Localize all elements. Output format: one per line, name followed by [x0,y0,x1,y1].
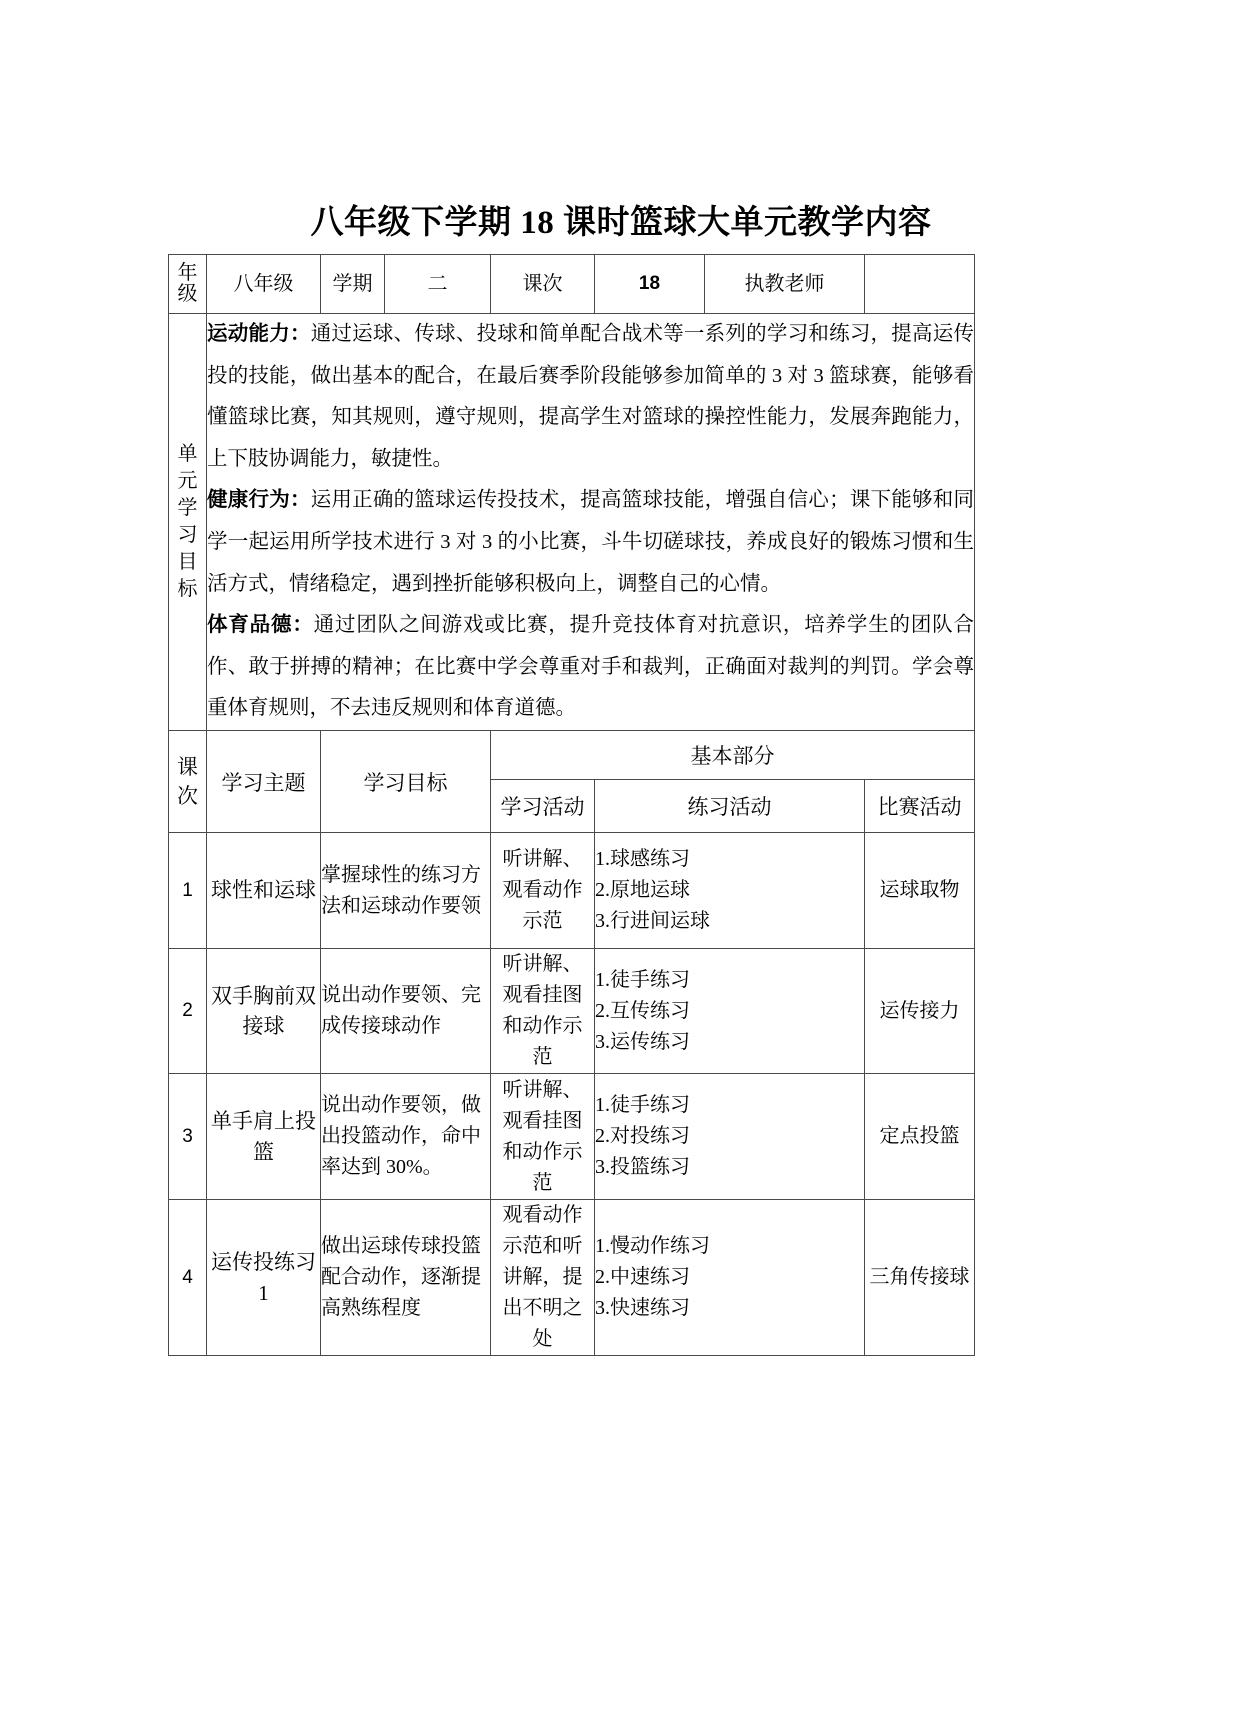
term-label: 学期 [321,255,385,314]
header-goal: 学习目标 [321,731,491,833]
activity-line: 1.徒手练习 [595,1094,690,1117]
goal-text: 通过团队之间游戏或比赛，提升竞技体育对抗意识，培养学生的团队合作、敢于拼搏的精神；在比赛中学会尊重对手和裁判，正确面对裁判的判罚。学会尊重体育规则，不去违反规则和体育道德。 [207,614,975,720]
row-topic: 双手胸前双接球 [207,949,321,1074]
row-session: 1 [169,833,207,949]
header-session-char: 课 [177,755,198,780]
row-learning-activity [491,1074,595,1200]
goal-heading: 运动能力： [207,323,311,345]
activity-line: 处 [532,1328,553,1351]
unit-goals-label-char: 习 [177,524,198,547]
row-practice-activity [595,1074,865,1200]
activity-line: 和动作示 [502,1140,583,1163]
table-row [169,1074,975,1200]
term-value: 二 [385,255,491,314]
header-session-char: 次 [177,783,198,808]
activity-line: 2.中速练习 [595,1266,690,1289]
header-practice-activity: 练习活动 [595,780,865,833]
goal-text: 通过运球、传球、投球和简单配合战术等一系列的学习和练习，提高运传投的技能，做出基本的配合，在最后赛季阶段能够参加简单的 3 对 3 篮球赛，能够看懂篮球比赛，知其规则，遵守规则，提高学生对篮球的操控性能力，发展奔跑能力，上下肢协调能力，敏捷性。 [207,323,975,470]
activity-line: 出不明之 [502,1297,583,1320]
unit-goals-label-char: 标 [177,578,198,601]
row-practice-activity [595,1200,865,1356]
table-row [169,1200,975,1356]
activity-line: 听讲解、 [502,953,583,976]
row-learning-activity [491,833,595,949]
header-learning-activity: 学习活动 [491,780,595,833]
row-topic: 球性和运球 [207,833,321,949]
activity-line: 2.原地运球 [595,879,690,902]
row-session: 4 [169,1200,207,1356]
activity-line: 3.运传练习 [595,1030,690,1053]
row-session: 3 [169,1074,207,1200]
lesson-plan-table-container [168,254,974,1356]
row-practice-activity [595,949,865,1074]
activity-line: 范 [532,1171,553,1194]
row-match-activity: 运传接力 [865,949,975,1074]
row-goal: 说出动作要领、完成传接球动作 [321,949,491,1074]
goal-paragraph-sportsmanship [207,605,974,730]
activity-line: 3.快速练习 [595,1297,690,1320]
unit-goals-row [169,314,975,731]
activity-line: 2.互传练习 [595,999,690,1022]
session-label: 课次 [491,255,595,314]
row-learning-activity [491,949,595,1074]
activity-line: 讲解，提 [502,1266,583,1289]
grade-value: 八年级 [207,255,321,314]
goal-heading: 体育品德： [207,614,314,637]
activity-line: 听讲解、 [502,848,583,871]
row-match-activity: 定点投篮 [865,1074,975,1200]
activity-line: 1.慢动作练习 [595,1235,710,1258]
activity-line: 听讲解、 [502,1078,583,1101]
unit-goals-label-char: 单 [177,443,198,466]
session-value: 18 [595,255,705,314]
row-match-activity: 三角传接球 [865,1200,975,1356]
header-match-activity: 比赛活动 [865,780,975,833]
unit-goals-body [207,314,975,731]
row-practice-activity [595,833,865,949]
grade-label: 年级 [169,255,207,314]
goal-paragraph-sports-ability [207,314,974,480]
header-topic: 学习主题 [207,731,321,833]
activity-line: 观看挂图 [502,984,583,1007]
row-topic: 运传投练习 1 [207,1200,321,1356]
table-row [169,833,975,949]
activity-line: 和动作示 [502,1015,583,1038]
goal-text: 运用正确的篮球运传投技术，提高篮球技能，增强自信心；课下能够和同学一起运用所学技术进行 3 对 3 的小比赛，斗牛切磋球技，养成良好的锻炼习惯和生活方式，情绪稳定，遇到挫折能够积极向上，调整自己的心情。 [207,489,975,595]
teacher-value [865,255,975,314]
row-match-activity: 运球取物 [865,833,975,949]
unit-goals-label-char: 目 [177,551,198,574]
header-session [169,731,207,833]
teacher-label: 执教老师 [705,255,865,314]
unit-goals-label-char: 学 [177,497,198,520]
unit-goals-label [169,314,207,731]
activity-line: 观看动作 [502,1204,583,1227]
row-goal: 做出运球传球投篮配合动作，逐渐提高熟练程度 [321,1200,491,1356]
activity-line: 1.球感练习 [595,848,690,871]
page-title: 八年级下学期 18 课时篮球大单元教学内容 [310,205,932,241]
activity-line: 观看动作 [502,879,583,902]
goal-paragraph-health-behavior [207,480,974,605]
activity-line: 示范和听 [502,1235,583,1258]
row-session: 2 [169,949,207,1074]
schedule-header-row-1 [169,731,975,780]
activity-line: 示范 [522,910,563,933]
activity-line: 范 [532,1046,553,1069]
lesson-plan-table [168,254,975,1356]
goal-heading: 健康行为： [207,489,311,512]
activity-line: 3.投篮练习 [595,1156,690,1179]
table-row [169,949,975,1074]
header-basic-part: 基本部分 [491,731,975,780]
info-row [169,255,975,314]
activity-line: 2.对投练习 [595,1125,690,1148]
row-topic: 单手肩上投篮 [207,1074,321,1200]
unit-goals-label-char: 元 [177,470,198,493]
activity-line: 观看挂图 [502,1109,583,1132]
row-goal: 说出动作要领，做出投篮动作，命中率达到 30%。 [321,1074,491,1200]
activity-line: 3.行进间运球 [595,910,710,933]
row-learning-activity [491,1200,595,1356]
row-goal: 掌握球性的练习方法和运球动作要领 [321,833,491,949]
activity-line: 1.徒手练习 [595,968,690,991]
